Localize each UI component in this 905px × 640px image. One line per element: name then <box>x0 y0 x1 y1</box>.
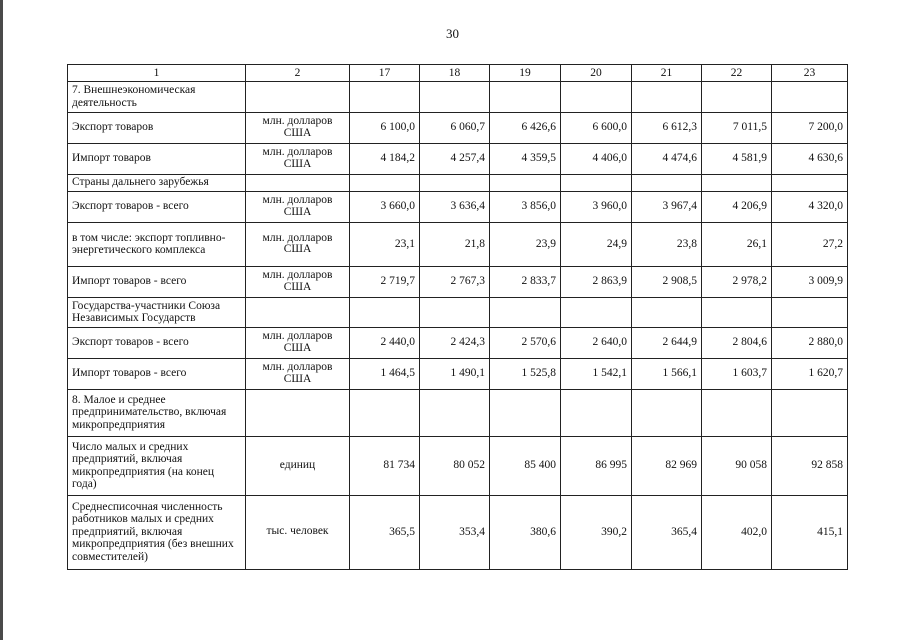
value-cell: 24,9 <box>561 223 632 267</box>
value-cell: 1 490,1 <box>420 359 490 390</box>
value-cell: 7 011,5 <box>702 113 772 144</box>
value-cell: 27,2 <box>772 223 848 267</box>
value-cell: 2 570,6 <box>490 328 561 359</box>
indicator-cell: Среднесписочная численность работников малых и средних предприятий, включая микропредприятия (без внешних совместителей) <box>68 496 246 570</box>
value-cell <box>702 82 772 113</box>
value-cell: 1 620,7 <box>772 359 848 390</box>
header-cell: 2 <box>246 65 350 82</box>
value-cell: 2 880,0 <box>772 328 848 359</box>
value-cell: 6 100,0 <box>350 113 420 144</box>
header-cell: 23 <box>772 65 848 82</box>
header-cell: 1 <box>68 65 246 82</box>
indicator-cell: Число малых и средних предприятий, включая микропредприятия (на конец года) <box>68 437 246 496</box>
value-cell <box>420 390 490 437</box>
value-cell <box>632 298 702 328</box>
unit-cell: тыс. человек <box>246 496 350 570</box>
table-row <box>68 496 848 570</box>
value-cell: 4 184,2 <box>350 144 420 175</box>
value-cell: 21,8 <box>420 223 490 267</box>
value-cell: 3 660,0 <box>350 192 420 223</box>
value-cell: 390,2 <box>561 496 632 570</box>
indicator-cell: Экспорт товаров <box>68 113 246 144</box>
value-cell <box>561 82 632 113</box>
table-row <box>68 82 848 113</box>
value-cell: 2 978,2 <box>702 267 772 298</box>
indicator-cell: Импорт товаров <box>68 144 246 175</box>
value-cell <box>702 298 772 328</box>
value-cell <box>561 390 632 437</box>
indicator-cell: 7. Внешнеэкономическая деятельность <box>68 82 246 113</box>
value-cell: 86 995 <box>561 437 632 496</box>
table-row <box>68 113 848 144</box>
value-cell: 2 833,7 <box>490 267 561 298</box>
value-cell: 6 060,7 <box>420 113 490 144</box>
value-cell <box>420 82 490 113</box>
unit-cell: млн. долларов США <box>246 328 350 359</box>
value-cell <box>772 298 848 328</box>
value-cell: 85 400 <box>490 437 561 496</box>
unit-cell: единиц <box>246 437 350 496</box>
unit-cell <box>246 390 350 437</box>
header-cell: 22 <box>702 65 772 82</box>
value-cell: 4 406,0 <box>561 144 632 175</box>
value-cell: 4 206,9 <box>702 192 772 223</box>
value-cell <box>350 390 420 437</box>
indicator-cell: Экспорт товаров - всего <box>68 328 246 359</box>
value-cell: 7 200,0 <box>772 113 848 144</box>
value-cell: 365,4 <box>632 496 702 570</box>
value-cell: 2 644,9 <box>632 328 702 359</box>
value-cell <box>420 298 490 328</box>
value-cell: 4 257,4 <box>420 144 490 175</box>
value-cell: 2 719,7 <box>350 267 420 298</box>
table-row <box>68 144 848 175</box>
unit-cell: млн. долларов США <box>246 359 350 390</box>
table-row <box>68 223 848 267</box>
unit-cell: млн. долларов США <box>246 113 350 144</box>
value-cell <box>490 175 561 192</box>
indicator-cell: Экспорт товаров - всего <box>68 192 246 223</box>
value-cell <box>350 175 420 192</box>
value-cell <box>490 82 561 113</box>
value-cell: 4 630,6 <box>772 144 848 175</box>
value-cell: 2 424,3 <box>420 328 490 359</box>
unit-cell <box>246 175 350 192</box>
value-cell: 26,1 <box>702 223 772 267</box>
indicators-table <box>67 64 848 570</box>
value-cell <box>350 298 420 328</box>
value-cell: 82 969 <box>632 437 702 496</box>
value-cell: 1 464,5 <box>350 359 420 390</box>
page-number: 30 <box>446 26 459 41</box>
unit-cell <box>246 298 350 328</box>
value-cell: 23,1 <box>350 223 420 267</box>
unit-cell: млн. долларов США <box>246 144 350 175</box>
value-cell: 3 856,0 <box>490 192 561 223</box>
indicator-cell: Импорт товаров - всего <box>68 359 246 390</box>
value-cell: 4 474,6 <box>632 144 702 175</box>
header-cell: 19 <box>490 65 561 82</box>
value-cell: 90 058 <box>702 437 772 496</box>
table-row <box>68 298 848 328</box>
table-header-row <box>68 65 848 82</box>
value-cell: 415,1 <box>772 496 848 570</box>
value-cell: 3 636,4 <box>420 192 490 223</box>
value-cell: 353,4 <box>420 496 490 570</box>
value-cell <box>490 390 561 437</box>
value-cell <box>350 82 420 113</box>
header-cell: 18 <box>420 65 490 82</box>
value-cell: 380,6 <box>490 496 561 570</box>
indicator-cell: 8. Малое и среднее предпринимательство, включая микропредприятия <box>68 390 246 437</box>
table-row <box>68 267 848 298</box>
value-cell: 1 525,8 <box>490 359 561 390</box>
indicator-cell: Импорт товаров - всего <box>68 267 246 298</box>
indicator-cell: Страны дальнего зарубежья <box>68 175 246 192</box>
page-left-edge <box>0 0 3 640</box>
value-cell <box>632 390 702 437</box>
value-cell: 1 542,1 <box>561 359 632 390</box>
value-cell <box>632 175 702 192</box>
value-cell: 4 320,0 <box>772 192 848 223</box>
table-row <box>68 192 848 223</box>
value-cell: 2 908,5 <box>632 267 702 298</box>
table-row <box>68 437 848 496</box>
indicator-cell: Государства-участники Союза Независимых Государств <box>68 298 246 328</box>
header-cell: 21 <box>632 65 702 82</box>
value-cell: 3 960,0 <box>561 192 632 223</box>
value-cell <box>561 298 632 328</box>
value-cell <box>702 175 772 192</box>
header-cell: 20 <box>561 65 632 82</box>
value-cell: 6 612,3 <box>632 113 702 144</box>
value-cell: 80 052 <box>420 437 490 496</box>
value-cell <box>420 175 490 192</box>
value-cell: 1 566,1 <box>632 359 702 390</box>
value-cell <box>702 390 772 437</box>
value-cell: 402,0 <box>702 496 772 570</box>
header-cell: 17 <box>350 65 420 82</box>
value-cell: 6 600,0 <box>561 113 632 144</box>
value-cell: 23,9 <box>490 223 561 267</box>
value-cell: 2 440,0 <box>350 328 420 359</box>
value-cell: 6 426,6 <box>490 113 561 144</box>
table-row <box>68 390 848 437</box>
unit-cell: млн. долларов США <box>246 267 350 298</box>
value-cell <box>561 175 632 192</box>
value-cell <box>772 175 848 192</box>
value-cell: 81 734 <box>350 437 420 496</box>
value-cell: 2 863,9 <box>561 267 632 298</box>
table-row <box>68 359 848 390</box>
value-cell: 2 804,6 <box>702 328 772 359</box>
value-cell <box>490 298 561 328</box>
table-row <box>68 328 848 359</box>
value-cell: 2 767,3 <box>420 267 490 298</box>
unit-cell <box>246 82 350 113</box>
table-row <box>68 175 848 192</box>
value-cell: 4 359,5 <box>490 144 561 175</box>
value-cell <box>772 82 848 113</box>
value-cell: 3 967,4 <box>632 192 702 223</box>
indicator-cell: в том числе: экспорт топливно-энергетического комплекса <box>68 223 246 267</box>
value-cell: 365,5 <box>350 496 420 570</box>
value-cell: 23,8 <box>632 223 702 267</box>
value-cell: 3 009,9 <box>772 267 848 298</box>
value-cell <box>632 82 702 113</box>
value-cell: 2 640,0 <box>561 328 632 359</box>
unit-cell: млн. долларов США <box>246 223 350 267</box>
value-cell <box>772 390 848 437</box>
value-cell: 4 581,9 <box>702 144 772 175</box>
unit-cell: млн. долларов США <box>246 192 350 223</box>
value-cell: 1 603,7 <box>702 359 772 390</box>
value-cell: 92 858 <box>772 437 848 496</box>
